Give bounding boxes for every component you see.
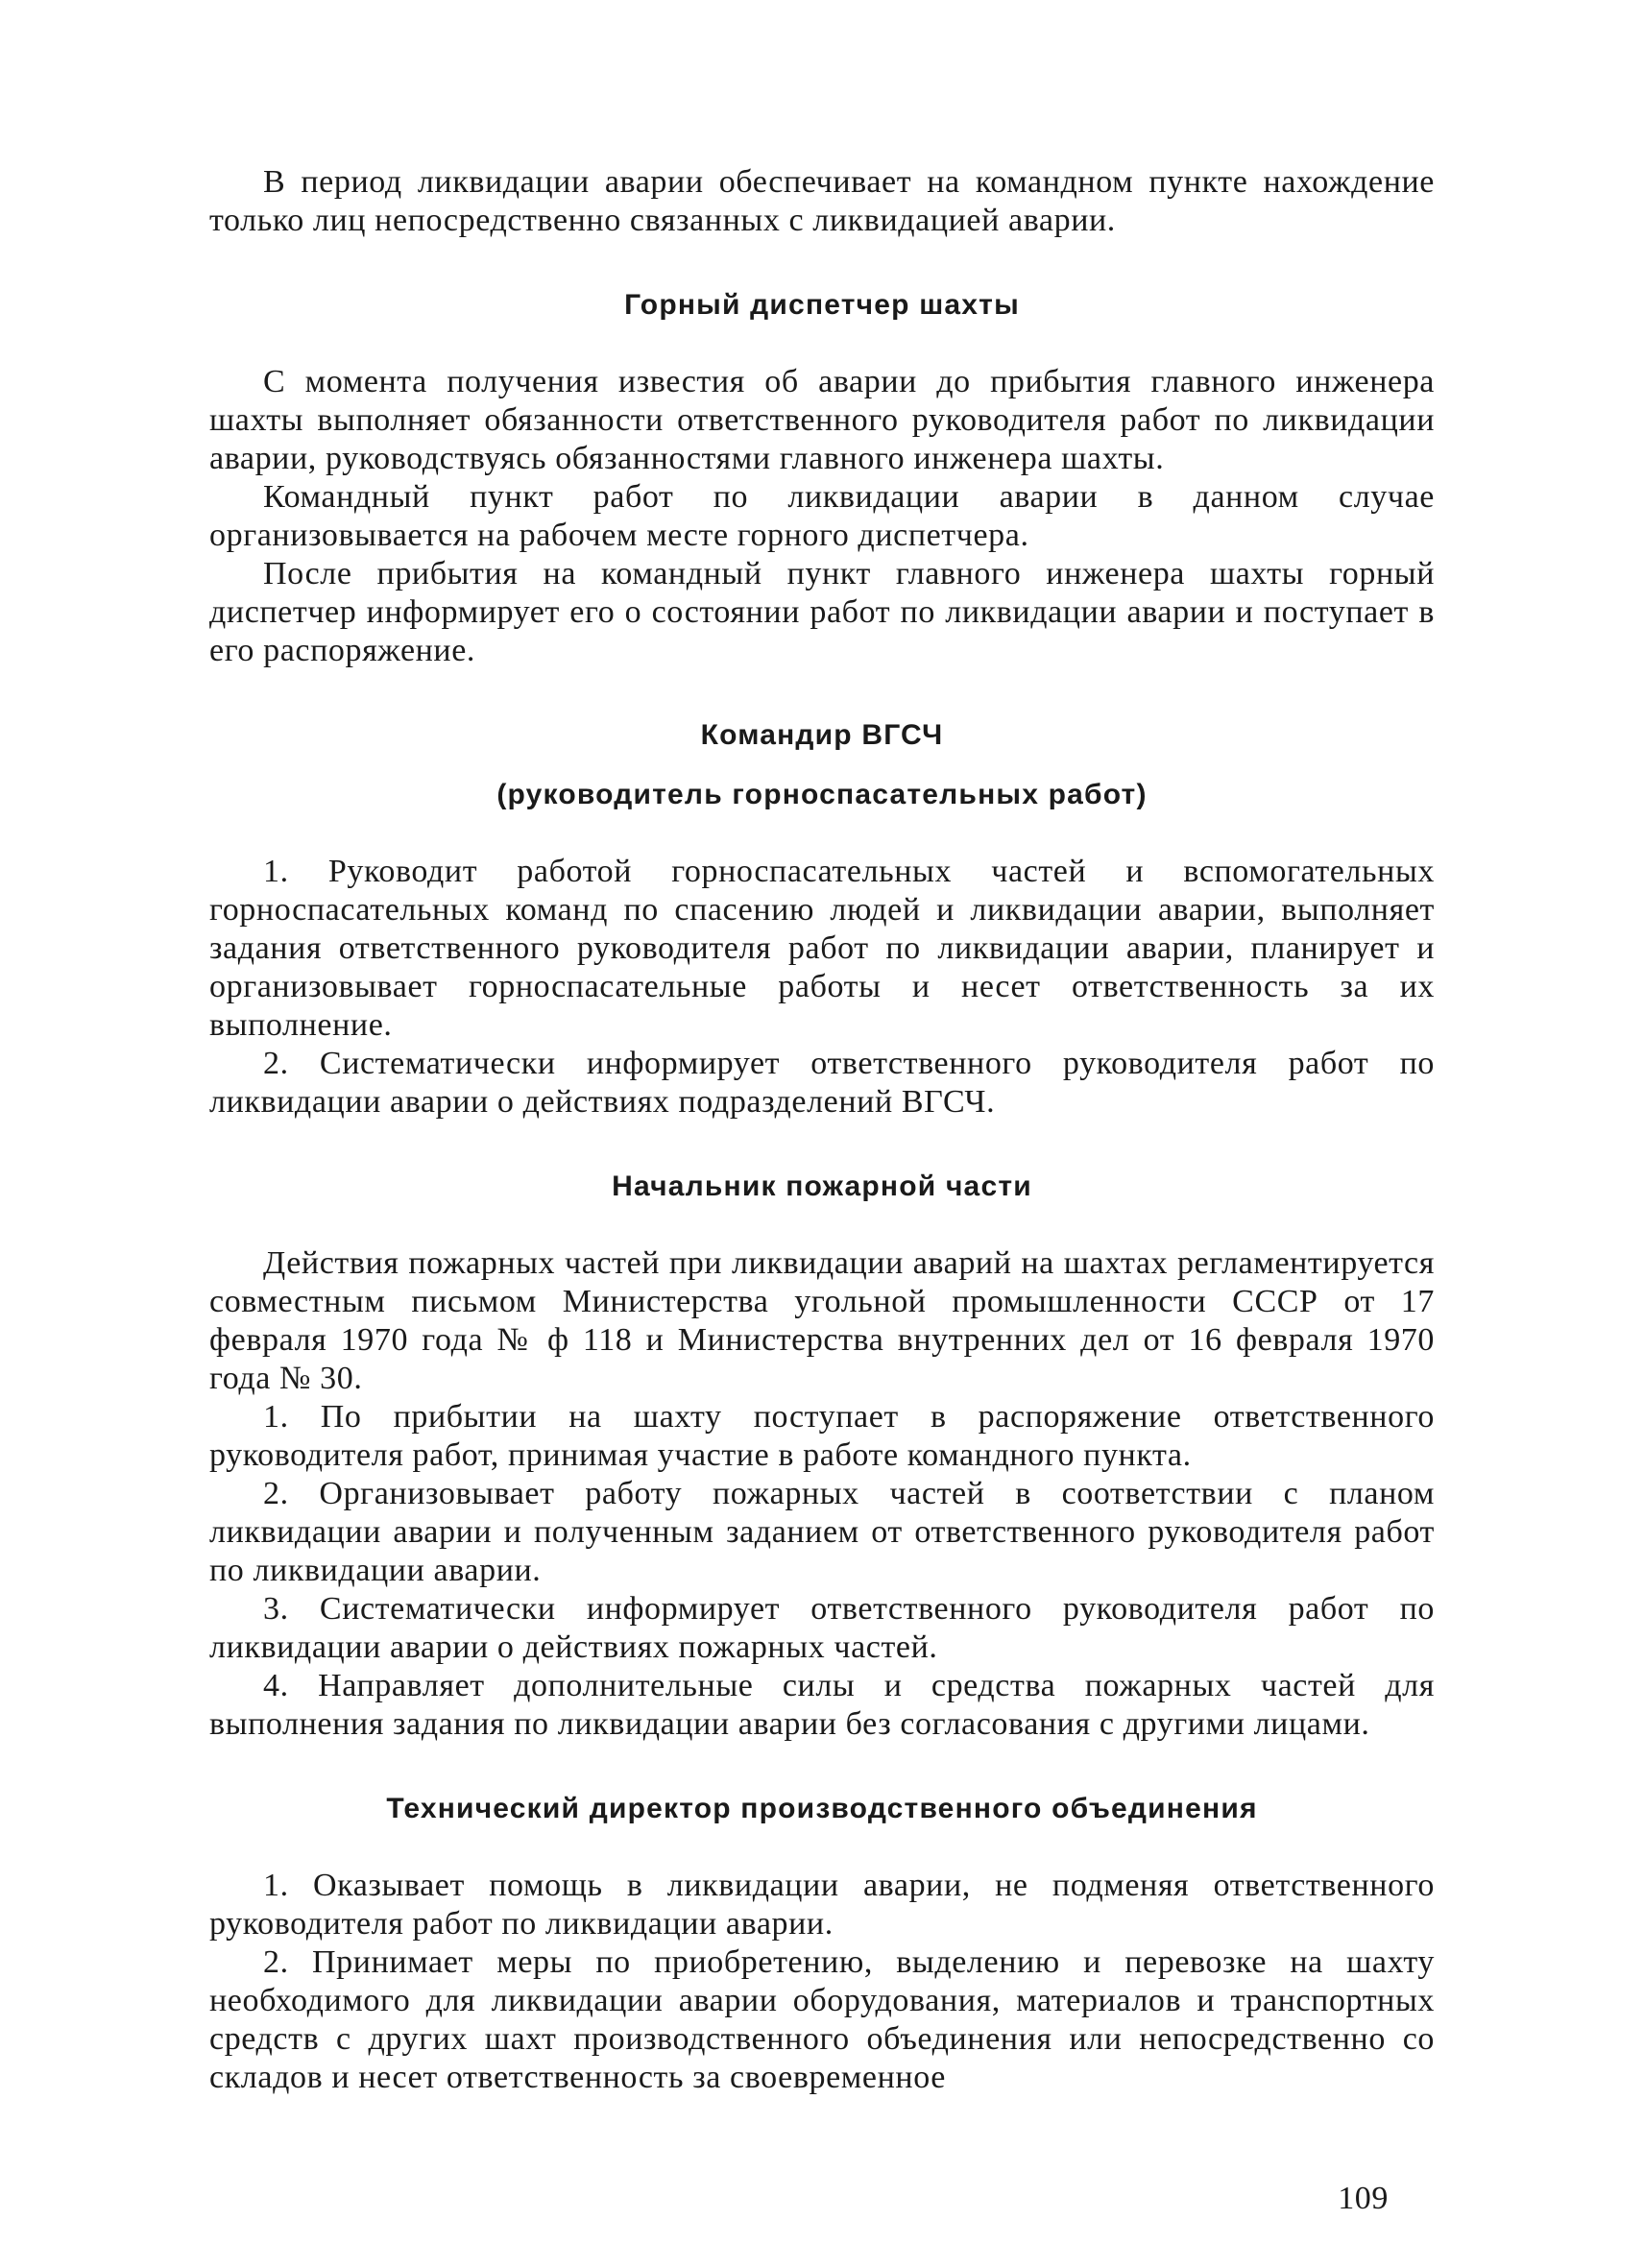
paragraph: 1. Оказывает помощь в ликвидации аварии, не подменяя ответственного руководителя работ по ликвидации аварии.: [209, 1868, 1435, 1942]
section-heading-fire-chief: Начальник пожарной части: [612, 1170, 1032, 1202]
paragraph: 2. Организовывает работу пожарных частей в соответствии с планом ликвидации аварии и полученным заданием от ответственного руководителя работ по ликвидации аварии.: [209, 1476, 1435, 1588]
paragraph: После прибытия на командный пункт главного инженера шахты горный диспетчер информирует его о состоянии работ по ликвидации аварии и поступает в его распоряжение.: [209, 556, 1435, 668]
paragraph: 2. Систематически информирует ответственного руководителя работ по ликвидации аварии о действиях подразделений ВГСЧ.: [209, 1046, 1435, 1120]
paragraph: Командный пункт работ по ликвидации аварии в данном случае организовывается на рабочем месте горного диспетчера.: [209, 479, 1435, 553]
paragraph: Действия пожарных частей при ликвидации аварий на шахтах регламентируется совместным письмом Министерства угольной промышленности СССР от 17 февраля 1970 года № ф 118 и Министерства внутренних дел от 16 февраля 1970 года № 30.: [209, 1245, 1435, 1396]
paragraph: 1. По прибытии на шахту поступает в распоряжение ответственного руководителя работ, принимая участие в работе командного пункта.: [209, 1399, 1435, 1473]
intro-paragraph: В период ликвидации аварии обеспечивает на командном пункте нахождение только лиц непосредственно связанных с ликвидацией аварии.: [209, 164, 1435, 238]
paragraph: 2. Принимает меры по приобретению, выделению и перевозке на шахту необходимого для ликвидации аварии оборудования, материалов и транспортных средств с других шахт производственного объединения или непосредственно со складов и несет ответственность за своевременное: [209, 1944, 1435, 2095]
section-heading-mining-dispatcher: Горный диспетчер шахты: [624, 289, 1020, 321]
paragraph: 3. Систематически информирует ответственного руководителя работ по ликвидации аварии о действиях пожарных частей.: [209, 1591, 1435, 1665]
page-number: 109: [1338, 2181, 1389, 2216]
paragraph: 1. Руководит работой горноспасательных частей и вспомогательных горноспасательных команд по спасению людей и ликвидации аварии, выполняет задания ответственного руководителя работ по ликвидации аварии, планирует и организовывает горноспасательные работы и несет ответственность за их выполнение.: [209, 854, 1435, 1043]
document-page: [209, 163, 1435, 2218]
section-heading-technical-director: Технический директор производственного объединения: [386, 1793, 1258, 1824]
paragraph: 4. Направляет дополнительные силы и средства пожарных частей для выполнения задания по ликвидации аварии без согласования с другими лицами.: [209, 1668, 1435, 1742]
paragraph: С момента получения известия об аварии до прибытия главного инженера шахты выполняет обязанности ответственного руководителя работ по ликвидации аварии, руководствуясь обязанностями главного инженера шахты.: [209, 364, 1435, 476]
section-subheading-rescue-commander: (руководитель горноспасательных работ): [496, 779, 1148, 810]
section-heading-rescue-commander: Командир ВГСЧ: [700, 719, 944, 751]
